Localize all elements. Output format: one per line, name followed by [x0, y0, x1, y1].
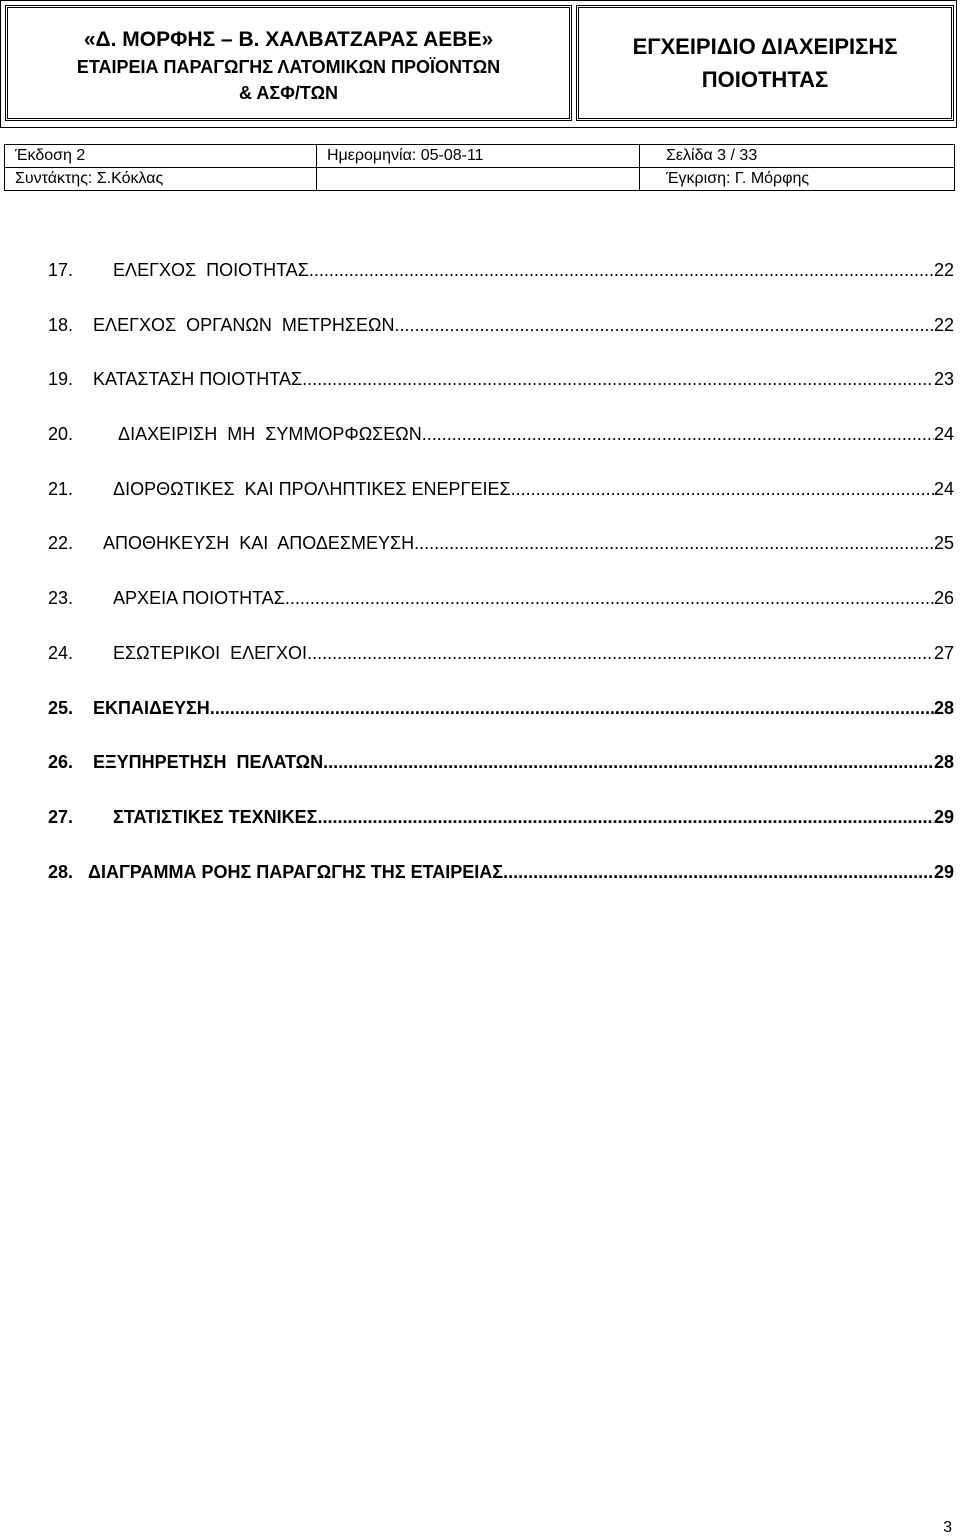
toc-entry-page: 28 — [933, 697, 954, 718]
toc-entry-gap — [73, 313, 93, 337]
toc-entry-number: 27. — [48, 806, 74, 827]
toc-entry-number: 28. — [48, 861, 74, 882]
toc-entry-title: ΔΙΑΓΡΑΜΜΑ ΡΟΗΣ ΠΑΡΑΓΩΓΗΣ ΤΗΣ ΕΤΑΙΡΕΙΑΣ — [88, 861, 504, 882]
toc-entry-title: ΚΑΤΑΣΤΑΣΗ ΠΟΙΟΤΗΤΑΣ — [93, 369, 303, 390]
toc-entry-leader-dots — [302, 367, 934, 391]
toc-entry-title: ΕΛΕΓΧΟΣ ΟΡΓΑΝΩΝ ΜΕΤΡΗΣΕΩΝ — [93, 314, 395, 335]
toc-entry-title: ΑΠΟΘΗΚΕΥΣΗ ΚΑΙ ΑΠΟΔΕΣΜΕΥΣΗ — [103, 533, 415, 554]
toc-entry-gap — [73, 531, 103, 555]
toc-entry-title: ΣΤΑΤΙΣΤΙΚΕΣ ΤΕΧΝΙΚΕΣ — [113, 806, 318, 827]
toc-entry-gap — [73, 258, 113, 282]
date-cell: Ημερομηνία: 05-08-11 — [317, 145, 640, 168]
toc-entry-number: 20. — [48, 424, 74, 445]
company-block — [5, 5, 572, 121]
manual-title-block — [576, 5, 954, 121]
toc-entry-number: 22. — [48, 533, 74, 554]
toc-entry-title: ΕΚΠΑΙΔΕΥΣΗ — [93, 697, 210, 718]
approval-cell: Έγκριση: Γ. Μόρφης — [640, 168, 955, 191]
toc-entry-leader-dots — [309, 258, 934, 282]
toc-entry-number: 25. — [48, 697, 74, 718]
document-meta-table — [4, 144, 955, 191]
manual-title-line-2: ΠΟΙΟΤΗΤΑΣ — [701, 67, 829, 92]
toc-entry[interactable] — [48, 696, 954, 751]
toc-entry-page: 24 — [933, 478, 954, 499]
toc-entry[interactable] — [48, 531, 954, 586]
toc-entry-page: 28 — [933, 752, 954, 773]
toc-entry-page: 23 — [933, 369, 954, 390]
toc-entry-page: 22 — [933, 260, 954, 280]
company-subtitle-line-2: & ΑΣΦ/ΤΩΝ — [238, 83, 338, 103]
meta-row-1 — [5, 145, 955, 168]
toc-entry-leader-dots — [503, 860, 934, 884]
toc-entry-gap — [73, 696, 93, 720]
toc-entry-leader-dots — [422, 422, 934, 446]
toc-entry-gap — [73, 860, 88, 884]
toc-entry-leader-dots — [285, 586, 934, 610]
toc-entry-leader-dots — [511, 477, 934, 501]
toc-entry-title: ΕΞΥΠΗΡΕΤΗΣΗ ΠΕΛΑΤΩΝ — [93, 752, 324, 773]
toc-entry-page: 24 — [933, 424, 954, 445]
document-header — [0, 0, 957, 128]
toc-entry-gap — [73, 641, 113, 665]
toc-entry-title: ΑΡΧΕΙΑ ΠΟΙΟΤΗΤΑΣ — [113, 588, 285, 609]
toc-entry-page: 26 — [933, 588, 954, 609]
toc-entry-gap — [73, 586, 113, 610]
toc-entry[interactable] — [48, 750, 954, 805]
toc-entry-number: 18. — [48, 314, 74, 335]
toc-entry-title: ΕΣΩΤΕΡΙΚΟΙ ΕΛΕΓΧΟΙ — [113, 642, 308, 663]
toc-entry-leader-dots — [210, 696, 934, 720]
toc-entry-number: 21. — [48, 478, 74, 499]
toc-entry-gap — [73, 367, 93, 391]
toc-entry-page: 27 — [933, 642, 954, 663]
toc-entry[interactable] — [48, 586, 954, 641]
toc-entry[interactable] — [48, 477, 954, 532]
toc-entry-page: 29 — [933, 861, 954, 882]
toc-entry-leader-dots — [323, 750, 934, 774]
toc-entry-page: 29 — [933, 806, 954, 827]
company-subtitle-line-1: ΕΤΑΙΡΕΙΑ ΠΑΡΑΓΩΓΗΣ ΛΑΤΟΜΙΚΩΝ ΠΡΟΪΟΝΤΩΝ — [76, 57, 501, 77]
toc-entry-number: 24. — [48, 642, 74, 663]
toc-entry[interactable] — [48, 805, 954, 860]
toc-entry-page: 25 — [933, 533, 954, 554]
toc-entry[interactable] — [48, 313, 954, 368]
toc-entry-number: 23. — [48, 588, 74, 609]
toc-entry-gap — [73, 477, 113, 501]
company-name: «Δ. ΜΟΡΦΗΣ – Β. ΧΑΛΒΑΤΖΑΡΑΣ ΑΕΒΕ» — [83, 28, 494, 51]
toc-entry-title: ΔΙΟΡΘΩΤΙΚΕΣ ΚΑΙ ΠΡΟΛΗΠΤΙΚΕΣ ΕΝΕΡΓΕΙΕΣ — [113, 478, 511, 499]
toc-entry-title: ΕΛΕΓΧΟΣ ΠΟΙΟΤΗΤΑΣ — [113, 260, 309, 280]
toc-entry-number: 26. — [48, 752, 74, 773]
empty-cell — [317, 168, 640, 191]
edition-cell: Έκδοση 2 — [5, 145, 317, 168]
toc-entry-leader-dots — [307, 641, 934, 665]
author-cell: Συντάκτης: Σ.Κόκλας — [5, 168, 317, 191]
toc-entry[interactable] — [48, 641, 954, 696]
toc-entry-number: 17. — [48, 260, 74, 280]
toc-entry[interactable] — [48, 422, 954, 477]
toc-entry-number: 19. — [48, 369, 74, 390]
toc-entry-title: ΔΙΑΧΕΙΡΙΣΗ ΜΗ ΣΥΜΜΟΡΦΩΣΕΩΝ — [118, 424, 422, 445]
toc-entry-page: 22 — [933, 314, 954, 335]
manual-title-line-1: ΕΓΧΕΙΡΙΔΙΟ ΔΙΑΧΕΙΡΙΣΗΣ — [632, 34, 898, 59]
toc-entry-leader-dots — [394, 313, 934, 337]
toc-entry[interactable] — [48, 367, 954, 422]
page-number: 3 — [943, 1519, 952, 1536]
toc-entry-leader-dots — [317, 805, 934, 829]
toc-entry[interactable] — [48, 860, 954, 915]
toc-entry-gap — [73, 422, 118, 446]
page-cell: Σελίδα 3 / 33 — [640, 145, 955, 168]
meta-row-2 — [5, 168, 955, 191]
toc-entry-gap — [73, 805, 113, 829]
table-of-contents — [48, 258, 954, 914]
toc-entry-gap — [73, 750, 93, 774]
toc-entry-leader-dots — [414, 531, 934, 555]
toc-entry[interactable] — [48, 258, 954, 313]
